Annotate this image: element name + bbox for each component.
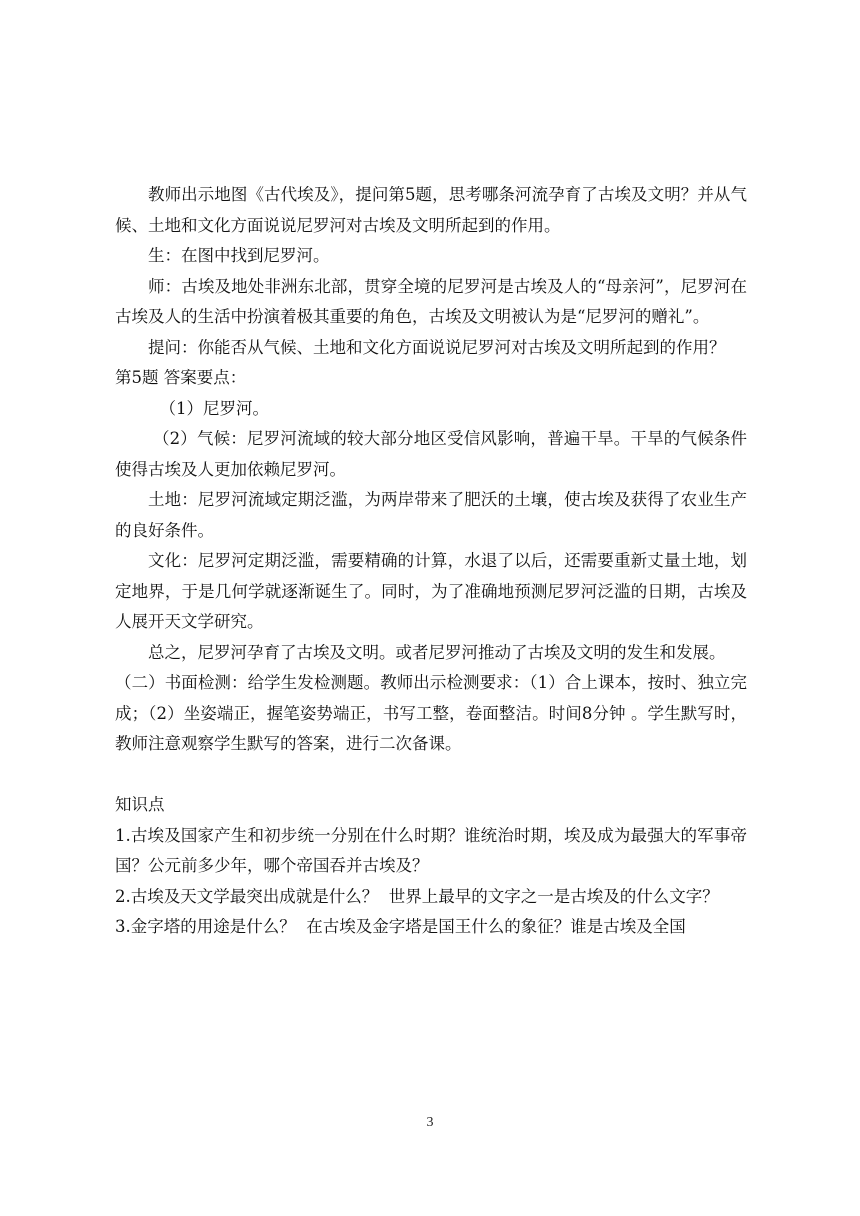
knowledge-heading: 知识点 (115, 795, 165, 814)
answer-heading: 第5题 答案要点： (115, 368, 247, 387)
paragraph-written-test: （二）书面检测：给学生发检测题。教师出示检测要求：（1）合上课本，按时、独立完成；（2）坐姿端正，握笔姿势端正，书写工整，卷面整洁。时间8分钟 。学生默写时，教师注意观察学生默写的答案，进行二次备课。 (115, 673, 747, 753)
knowledge-question-1: 1.古埃及国家产生和初步统一分别在什么时期？谁统治时期，埃及成为最强大的军事帝国？公元前多少年，哪个帝国吞并古埃及？ (115, 825, 747, 875)
paragraph-question: 提问：你能否从气候、土地和文化方面说说尼罗河对古埃及文明所起到的作用？ (148, 337, 726, 357)
knowledge-question-2: 2.古埃及天文学最突出成就是什么？ 世界上最早的文字之一是古埃及的什么文字？ (115, 886, 719, 906)
answer-point-1: （1）尼罗河。 (159, 398, 270, 418)
knowledge-question-3: 3.金字塔的用途是什么？ 在古埃及金字塔是国王什么的象征？谁是古埃及全国 (115, 917, 686, 936)
answer-point-2-climate: （2）气候：尼罗河流域的较大部分地区受信风影响，普遍干旱。干旱的气候条件使得古埃及人更加依赖尼罗河。 (115, 429, 747, 479)
answer-summary: 总之，尼罗河孕育了古埃及文明。或者尼罗河推动了古埃及文明的发生和发展。 (148, 642, 726, 662)
blank-line (115, 760, 747, 791)
document-body (115, 180, 747, 943)
paragraph-teacher-explanation: 师：古埃及地处非洲东北部，贯穿全境的尼罗河是古埃及人的“母亲河”，尼罗河在古埃及人的生活中扮演着极其重要的角色，古埃及文明被认为是“尼罗河的赠礼”。 (115, 276, 747, 326)
paragraph-teacher-map-question: 教师出示地图《古代埃及》，提问第5题，思考哪条河流孕育了古埃及文明？并从气候、土地和文化方面说说尼罗河对古埃及文明所起到的作用。 (115, 185, 747, 235)
answer-point-land: 土地：尼罗河流域定期泛滥，为两岸带来了肥沃的土壤，使古埃及获得了农业生产的良好条件。 (115, 490, 747, 540)
answer-point-culture: 文化：尼罗河定期泛滥，需要精确的计算，水退了以后，还需要重新丈量土地，划定地界，于是几何学就逐渐诞生了。同时，为了准确地预测尼罗河泛滥的日期，古埃及人展开天文学研究。 (115, 551, 747, 631)
paragraph-student-answer: 生：在图中找到尼罗河。 (148, 246, 330, 265)
page-number: 3 (426, 1115, 434, 1130)
